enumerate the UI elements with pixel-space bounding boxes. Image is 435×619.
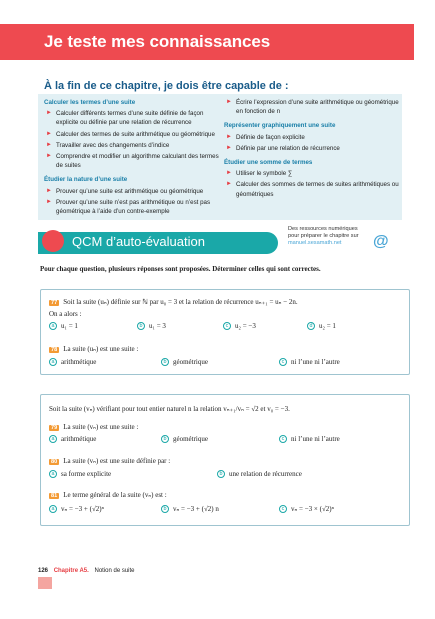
answer-option[interactable]: c u₂ = −3	[223, 322, 256, 330]
objective-item: ► Définie par une relation de récurrence	[226, 144, 340, 152]
title-band-cap	[0, 24, 22, 60]
objective-item: ► Écrire l’expression d’une suite arithmétique ou géométrique en fonction de n	[226, 99, 399, 116]
question-number: 78	[51, 347, 58, 353]
bullet-arrow-icon: ►	[226, 181, 232, 188]
question-number: 81	[51, 493, 58, 499]
option-letter: b	[137, 322, 145, 330]
page-number: 126	[38, 568, 49, 574]
answer-option[interactable]: a arithmétique	[49, 358, 96, 366]
objectives-box	[38, 94, 402, 220]
answer-option[interactable]: c vₙ = −3 × (√2)ⁿ	[279, 505, 334, 513]
objective-item: ► Utiliser le symbole ∑	[226, 170, 293, 178]
footer-color-tab	[38, 577, 52, 589]
box-2-intro: Soit la suite (vₙ) vérifiant pour tout entier naturel n la relation vₙ₊₁/vₙ = √2 et v₀ = −3.	[49, 405, 290, 413]
option-letter: b	[161, 505, 169, 513]
answer-option[interactable]: b u₁ = 3	[137, 322, 166, 330]
chapter-label: Chapitre A5.	[53, 568, 89, 574]
option-letter: b	[217, 470, 225, 478]
question-77-stem: 77 Soit la suite (uₙ) définie sur ℕ par u₀ = 3 et la relation de récurrence uₙ₊₁ = uₙ − 2n.	[51, 298, 298, 306]
resources-link[interactable]: manuel.sesamath.net	[288, 240, 342, 246]
option-letter: c	[223, 322, 231, 330]
bullet-arrow-icon: ►	[46, 141, 52, 148]
question-box	[40, 289, 410, 375]
option-letter: b	[161, 435, 169, 443]
option-letter: c	[279, 435, 287, 443]
objective-heading: Calculer les termes d’une suite	[44, 99, 136, 106]
answer-option[interactable]: c ni l’une ni l’autre	[279, 358, 340, 366]
chapter-name: Notion de suite	[94, 568, 135, 574]
question-81-stem: 81 Le terme général de la suite (vₙ) est :	[51, 491, 167, 499]
answer-option[interactable]: a u₁ = 1	[49, 322, 78, 330]
answer-option[interactable]: c ni l’une ni l’autre	[279, 435, 340, 443]
option-letter: d	[307, 322, 315, 330]
bullet-arrow-icon: ►	[46, 187, 52, 194]
answer-option[interactable]: b vₙ = −3 + (√2) n	[161, 505, 219, 513]
bullet-arrow-icon: ►	[226, 170, 232, 177]
question-77-sub: On a alors :	[49, 310, 82, 318]
page-footer	[38, 568, 135, 574]
answer-option[interactable]: b géométrique	[161, 358, 208, 366]
objective-heading: Étudier une somme de termes	[224, 159, 313, 167]
option-letter: c	[279, 505, 287, 513]
answer-option[interactable]: a vₙ = −3 + (√2)ⁿ	[49, 505, 104, 513]
bullet-arrow-icon: ►	[46, 110, 52, 117]
objective-item: ► Calculer différents termes d’une suite définie de façon explicite ou définie par une relation de récurrence	[46, 110, 204, 127]
qcm-circle-icon	[42, 230, 64, 252]
resources-note: Des ressources numériques pour préparer le chapitre sur manuel.sesamath.net	[288, 226, 359, 246]
objective-item: ► Prouver qu’une suite est arithmétique ou géométrique	[46, 187, 204, 195]
bullet-arrow-icon: ►	[46, 198, 52, 205]
objective-item: ► Calculer des termes de suite arithmétique ou géométrique	[46, 130, 215, 138]
question-80-stem: 80 La suite (vₙ) est une suite définie par :	[51, 457, 171, 465]
bullet-arrow-icon: ►	[226, 99, 232, 105]
question-79-stem: 79 La suite (vₙ) est une suite :	[51, 423, 139, 431]
page-title: Je teste mes connaissances	[44, 32, 271, 51]
objectives-title: À la fin de ce chapitre, je dois être capable de :	[44, 80, 289, 92]
question-number: 80	[51, 459, 58, 465]
answer-option[interactable]: b géométrique	[161, 435, 208, 443]
question-number: 77	[51, 300, 58, 306]
answer-option[interactable]: d u₂ = 1	[307, 322, 336, 330]
option-letter: a	[49, 358, 57, 366]
question-number: 79	[51, 425, 58, 431]
answer-option[interactable]: a arithmétique	[49, 435, 96, 443]
qcm-title: QCM d’auto-évaluation	[72, 234, 205, 249]
answer-option[interactable]: a sa forme explicite	[49, 470, 111, 478]
bullet-arrow-icon: ►	[46, 153, 52, 160]
bullet-arrow-icon: ►	[226, 133, 232, 140]
objective-item: ► Prouver qu’une suite n’est pas arithmétique ou n’est pas géométrique à l’aide d’un contre-exemple	[46, 198, 211, 216]
answer-option[interactable]: b une relation de récurrence	[217, 470, 302, 478]
option-letter: a	[49, 435, 57, 443]
at-sign-icon: @	[373, 233, 389, 250]
option-letter: a	[49, 505, 57, 513]
option-letter: c	[279, 358, 287, 366]
objectives-right-column	[224, 98, 400, 201]
objective-item: ► Comprendre et modifier un algorithme calculant des termes de suites	[46, 153, 219, 170]
objectives-left-column	[44, 98, 226, 218]
objective-item: ► Travailler avec des changements d’indice	[46, 141, 170, 149]
objective-heading: Représenter graphiquement une suite	[224, 122, 336, 130]
option-letter: b	[161, 358, 169, 366]
title-band	[22, 24, 414, 60]
option-letter: a	[49, 322, 57, 330]
objective-heading: Étudier la nature d’une suite	[44, 176, 128, 184]
option-letter: a	[49, 470, 57, 478]
qcm-instructions: Pour chaque question, plusieurs réponses sont proposées. Déterminer celles qui sont correctes.	[40, 265, 321, 273]
objective-item: ► Calculer des sommes de termes de suites arithmétiques ou géométriques	[226, 181, 399, 198]
question-box	[40, 394, 410, 526]
bullet-arrow-icon: ►	[226, 144, 232, 151]
bullet-arrow-icon: ►	[46, 130, 52, 137]
question-78-stem: 78 La suite (uₙ) est une suite :	[51, 345, 139, 353]
objective-item: ► Définie de façon explicite	[226, 133, 305, 141]
